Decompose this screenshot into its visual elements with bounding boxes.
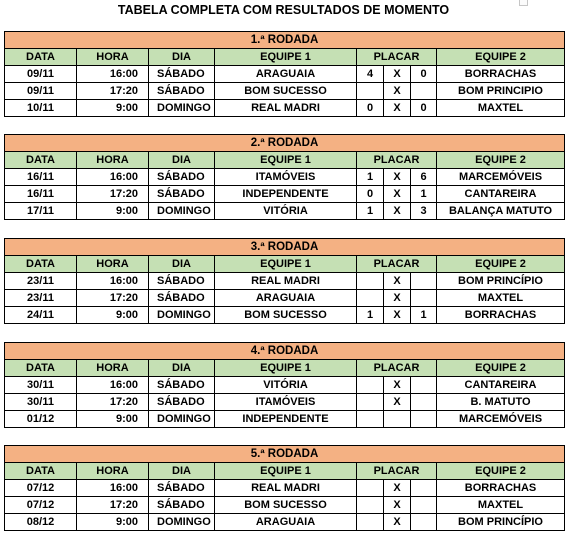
match-row	[5, 514, 565, 531]
round-title: 3.ª RODADA	[5, 239, 565, 256]
match-team2: MAXTEL	[437, 290, 565, 307]
round-title: 4.ª RODADA	[5, 343, 565, 360]
header-day: DIA	[149, 256, 215, 273]
match-date: 07/12	[5, 497, 77, 514]
match-day: SÁBADO	[149, 290, 215, 307]
match-team1: INDEPENDENTE	[215, 411, 357, 428]
match-time: 16:00	[77, 273, 149, 290]
header-time: HORA	[77, 360, 149, 377]
match-score-separator: X	[384, 377, 411, 394]
match-team2: MARCEMÓVEIS	[437, 411, 565, 428]
match-score-separator: X	[384, 514, 411, 531]
match-score-separator: X	[384, 83, 411, 100]
match-team2: CANTAREIRA	[437, 186, 565, 203]
match-time: 16:00	[77, 480, 149, 497]
column-header-row	[5, 49, 565, 66]
match-time: 16:00	[77, 377, 149, 394]
round-title-row	[5, 446, 565, 463]
match-team2: MAXTEL	[437, 100, 565, 117]
match-time: 17:20	[77, 186, 149, 203]
match-team2: BORRACHAS	[437, 66, 565, 83]
header-time: HORA	[77, 49, 149, 66]
header-team1: EQUIPE 1	[215, 360, 357, 377]
round-table-5	[4, 445, 565, 531]
match-score-separator: X	[384, 394, 411, 411]
match-team2: BOM PRINCIPIO	[437, 83, 565, 100]
round-table-2	[4, 134, 565, 220]
match-day: DOMINGO	[149, 411, 215, 428]
match-team2: B. MATUTO	[437, 394, 565, 411]
round-title-row	[5, 32, 565, 49]
match-row	[5, 497, 565, 514]
round-title-row	[5, 343, 565, 360]
header-date: DATA	[5, 256, 77, 273]
round-title-row	[5, 239, 565, 256]
match-row	[5, 307, 565, 324]
match-row	[5, 273, 565, 290]
match-score-team1	[357, 514, 384, 531]
match-date: 17/11	[5, 203, 77, 220]
match-score-separator: X	[384, 66, 411, 83]
match-day: SÁBADO	[149, 83, 215, 100]
match-score-team2	[411, 411, 437, 428]
match-day: SÁBADO	[149, 377, 215, 394]
match-score-team2: 1	[411, 307, 437, 324]
header-team2: EQUIPE 2	[437, 49, 565, 66]
match-score-team1	[357, 497, 384, 514]
header-score: PLACAR	[357, 463, 437, 480]
match-day: SÁBADO	[149, 273, 215, 290]
match-score-team1	[357, 480, 384, 497]
match-time: 17:20	[77, 83, 149, 100]
match-time: 16:00	[77, 66, 149, 83]
match-date: 24/11	[5, 307, 77, 324]
match-score-team2	[411, 377, 437, 394]
match-day: DOMINGO	[149, 307, 215, 324]
round-title-row	[5, 135, 565, 152]
round-title: 2.ª RODADA	[5, 135, 565, 152]
match-score-team2: 3	[411, 203, 437, 220]
match-score-team2	[411, 497, 437, 514]
match-score-team1	[357, 290, 384, 307]
match-row	[5, 290, 565, 307]
round-table-3	[4, 238, 565, 324]
header-day: DIA	[149, 49, 215, 66]
round-title: 5.ª RODADA	[5, 446, 565, 463]
header-score: PLACAR	[357, 256, 437, 273]
header-team2: EQUIPE 2	[437, 360, 565, 377]
column-header-row	[5, 463, 565, 480]
match-team1: VITÓRIA	[215, 203, 357, 220]
header-day: DIA	[149, 152, 215, 169]
match-team2: MARCEMÓVEIS	[437, 169, 565, 186]
header-date: DATA	[5, 49, 77, 66]
match-score-team1: 4	[357, 66, 384, 83]
match-score-team2	[411, 83, 437, 100]
match-team1: ARAGUAIA	[215, 66, 357, 83]
match-time: 9:00	[77, 514, 149, 531]
match-score-team1: 1	[357, 203, 384, 220]
header-team2: EQUIPE 2	[437, 256, 565, 273]
match-time: 16:00	[77, 169, 149, 186]
header-time: HORA	[77, 152, 149, 169]
match-team2: BORRACHAS	[437, 307, 565, 324]
match-day: DOMINGO	[149, 514, 215, 531]
match-score-team2	[411, 290, 437, 307]
match-team2: BOM PRINCÍPIO	[437, 514, 565, 531]
match-team1: REAL MADRI	[215, 273, 357, 290]
header-team2: EQUIPE 2	[437, 463, 565, 480]
match-day: SÁBADO	[149, 497, 215, 514]
match-score-team2: 6	[411, 169, 437, 186]
match-row	[5, 203, 565, 220]
match-row	[5, 83, 565, 100]
match-score-separator	[384, 411, 411, 428]
match-time: 9:00	[77, 411, 149, 428]
match-time: 17:20	[77, 394, 149, 411]
match-team1: REAL MADRI	[215, 100, 357, 117]
match-date: 30/11	[5, 377, 77, 394]
match-score-team1	[357, 83, 384, 100]
match-team2: CANTAREIRA	[437, 377, 565, 394]
match-time: 17:20	[77, 290, 149, 307]
match-score-team2	[411, 273, 437, 290]
match-team1: ITAMÓVEIS	[215, 169, 357, 186]
match-date: 08/12	[5, 514, 77, 531]
header-team2: EQUIPE 2	[437, 152, 565, 169]
round-table-4	[4, 342, 565, 428]
match-team1: BOM SUCESSO	[215, 83, 357, 100]
match-day: DOMINGO	[149, 203, 215, 220]
match-day: SÁBADO	[149, 480, 215, 497]
header-date: DATA	[5, 360, 77, 377]
match-score-team1: 1	[357, 169, 384, 186]
match-score-separator: X	[384, 273, 411, 290]
match-day: SÁBADO	[149, 169, 215, 186]
match-team1: VITÓRIA	[215, 377, 357, 394]
round-title: 1.ª RODADA	[5, 32, 565, 49]
match-team1: ARAGUAIA	[215, 290, 357, 307]
header-date: DATA	[5, 152, 77, 169]
header-score: PLACAR	[357, 49, 437, 66]
match-team1: ARAGUAIA	[215, 514, 357, 531]
match-day: SÁBADO	[149, 394, 215, 411]
match-score-team1	[357, 377, 384, 394]
header-team1: EQUIPE 1	[215, 463, 357, 480]
match-team2: BOM PRINCÍPIO	[437, 273, 565, 290]
match-date: 23/11	[5, 290, 77, 307]
match-score-team1	[357, 273, 384, 290]
header-time: HORA	[77, 256, 149, 273]
match-score-team2: 0	[411, 66, 437, 83]
match-score-separator: X	[384, 307, 411, 324]
match-day: SÁBADO	[149, 66, 215, 83]
match-date: 01/12	[5, 411, 77, 428]
match-score-separator: X	[384, 290, 411, 307]
match-row	[5, 66, 565, 83]
match-date: 09/11	[5, 83, 77, 100]
match-date: 30/11	[5, 394, 77, 411]
match-score-separator: X	[384, 186, 411, 203]
match-date: 10/11	[5, 100, 77, 117]
match-time: 9:00	[77, 307, 149, 324]
match-row	[5, 411, 565, 428]
column-header-row	[5, 256, 565, 273]
match-date: 16/11	[5, 186, 77, 203]
match-team1: REAL MADRI	[215, 480, 357, 497]
match-date: 09/11	[5, 66, 77, 83]
match-row	[5, 186, 565, 203]
match-time: 17:20	[77, 497, 149, 514]
column-header-row	[5, 152, 565, 169]
match-score-separator: X	[384, 169, 411, 186]
match-date: 23/11	[5, 273, 77, 290]
match-team1: BOM SUCESSO	[215, 497, 357, 514]
column-header-row	[5, 360, 565, 377]
match-row	[5, 480, 565, 497]
match-row	[5, 100, 565, 117]
match-day: SÁBADO	[149, 186, 215, 203]
header-score: PLACAR	[357, 360, 437, 377]
match-score-team1	[357, 394, 384, 411]
match-score-separator: X	[384, 480, 411, 497]
match-score-team2: 1	[411, 186, 437, 203]
header-team1: EQUIPE 1	[215, 152, 357, 169]
round-table-1	[4, 31, 565, 117]
match-date: 07/12	[5, 480, 77, 497]
match-team1: INDEPENDENTE	[215, 186, 357, 203]
match-score-separator: X	[384, 100, 411, 117]
match-score-team2: 0	[411, 100, 437, 117]
match-team2: MAXTEL	[437, 497, 565, 514]
header-team1: EQUIPE 1	[215, 49, 357, 66]
match-score-team2	[411, 514, 437, 531]
match-team2: BALANÇA MATUTO	[437, 203, 565, 220]
match-team2: BORRACHAS	[437, 480, 565, 497]
header-score: PLACAR	[357, 152, 437, 169]
header-day: DIA	[149, 463, 215, 480]
match-score-team2	[411, 394, 437, 411]
match-team1: BOM SUCESSO	[215, 307, 357, 324]
match-score-separator: X	[384, 203, 411, 220]
header-time: HORA	[77, 463, 149, 480]
match-score-team1: 0	[357, 186, 384, 203]
page-title: TABELA COMPLETA COM RESULTADOS DE MOMENTO	[117, 3, 450, 17]
match-team1: ITAMÓVEIS	[215, 394, 357, 411]
match-row	[5, 394, 565, 411]
match-day: DOMINGO	[149, 100, 215, 117]
match-time: 9:00	[77, 203, 149, 220]
header-date: DATA	[5, 463, 77, 480]
match-time: 9:00	[77, 100, 149, 117]
header-day: DIA	[149, 360, 215, 377]
match-score-separator: X	[384, 497, 411, 514]
match-score-team1	[357, 411, 384, 428]
match-row	[5, 377, 565, 394]
match-score-team1: 0	[357, 100, 384, 117]
match-date: 16/11	[5, 169, 77, 186]
match-score-team1: 1	[357, 307, 384, 324]
header-team1: EQUIPE 1	[215, 256, 357, 273]
match-score-team2	[411, 480, 437, 497]
match-row	[5, 169, 565, 186]
